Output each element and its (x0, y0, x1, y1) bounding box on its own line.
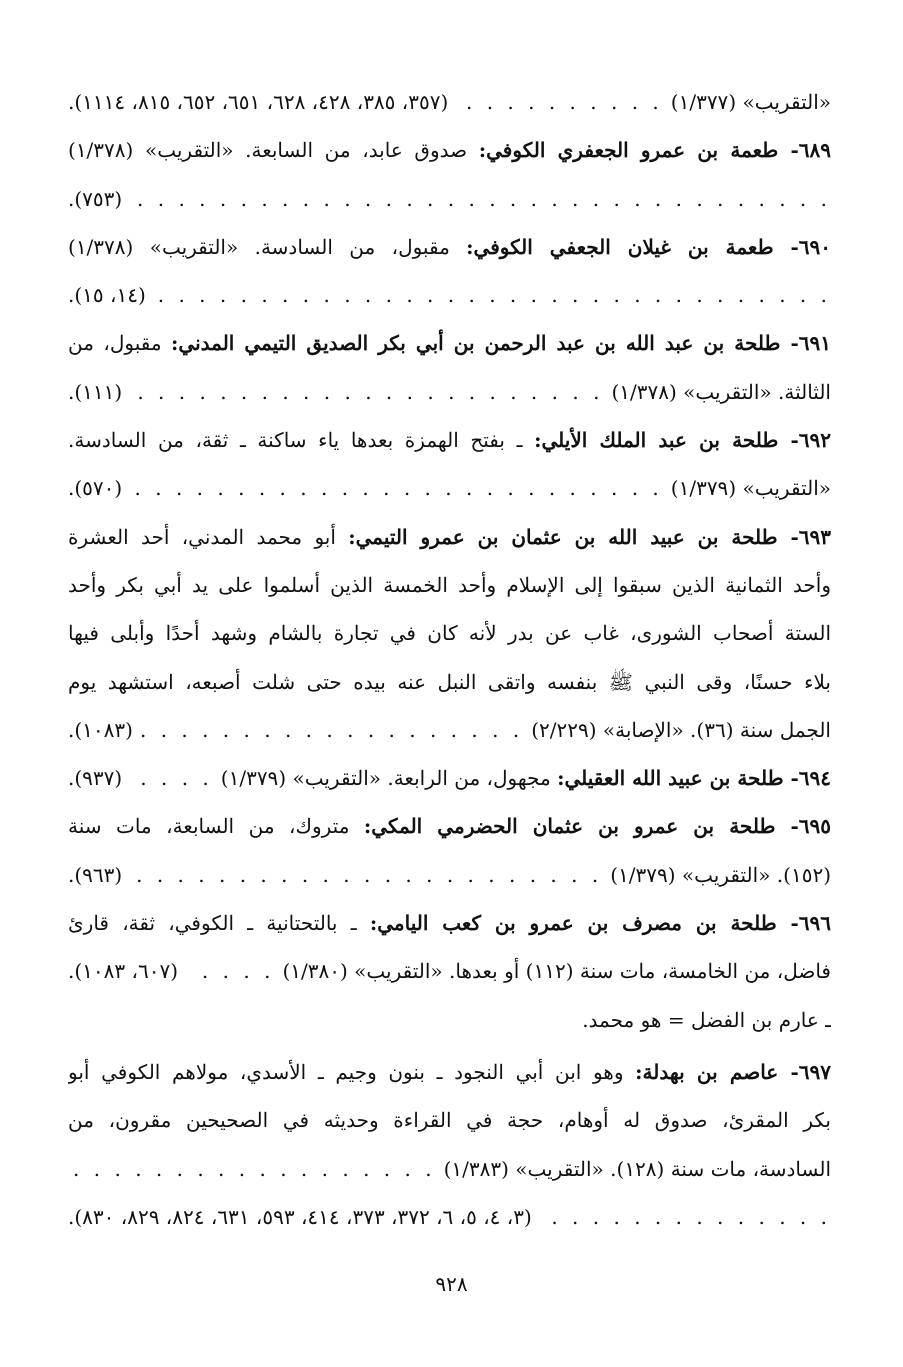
entry-692-refs: (٥٧٠). (68, 476, 123, 501)
entry-697-line-2: بكر المقرئ، صدوق له أوهام، حجة في القراءة وحديثه في الصحيحين مقرون، من (68, 1108, 831, 1133)
entry-693-line-1 (68, 513, 831, 561)
entry-692-text-2: «التقريب» (١/٣٧٩) (670, 476, 831, 501)
entry-694-text: مجهول، من الرابعة. «التقريب» (١/٣٧٩) (220, 766, 551, 791)
entry-692-text: ـ بفتح الهمزة بعدها ياء ساكنة ـ ثقة، من السادسة. (68, 428, 523, 453)
entry-697-text-3: السادسة، مات سنة (١٢٨). «التقريب» (١/٣٨٣) (443, 1156, 831, 1181)
entry-690-line-1 (68, 223, 831, 271)
entry-692-line-1 (68, 416, 831, 464)
entry-690-name: ٦٩٠- طعمة بن غيلان الجعفي الكوفي: (466, 234, 831, 259)
entry-693-line-5 (68, 706, 831, 754)
entry-693-refs: (١٠٨٣). (68, 717, 133, 742)
entry-692-line-2 (68, 464, 831, 512)
entry-693-line-3: الستة أصحاب الشورى، غاب عن بدر لأنه كان في تجارة بالشام وشهد أحدًا وأبلى فيها (68, 621, 831, 646)
entry-688-tail-line (68, 78, 831, 126)
entry-696-name: ٦٩٦- طلحة بن مصرف بن عمرو بن كعب اليامي: (369, 911, 831, 936)
entry-691-text-2: الثالثة. «التقريب» (١/٣٧٨) (611, 379, 831, 404)
entry-695-text-2: (١٥٢). «التقريب» (١/٣٧٩) (610, 862, 831, 887)
entry-697-name: ٦٩٧- عاصم بن بهدلة: (635, 1059, 831, 1084)
entry-689-line-1 (68, 126, 831, 174)
entry-689-refs: (٧٥٣). (68, 186, 123, 211)
entry-694-name: ٦٩٤- طلحة بن عبيد الله العقيلي: (557, 766, 831, 791)
leader-dots (186, 947, 274, 995)
entry-696-line-2 (68, 947, 831, 995)
entry-696-text: ـ بالتحتانية ـ الكوفي، ثقة، قارئ (68, 911, 357, 936)
entry-697-line-1 (68, 1048, 831, 1096)
entry-690-refs-line (68, 271, 831, 319)
entry-696-text-2: فاضل، من الخامسة، مات سنة (١١٢) أو بعدها. «التقريب» (١/٣٨٠) (282, 959, 831, 984)
entry-695-name: ٦٩٥- طلحة بن عمرو بن عثمان الحضرمي المكي: (363, 814, 831, 839)
leader-dots (130, 851, 602, 899)
leader-dots (540, 1193, 831, 1241)
entry-697-line-3 (68, 1145, 831, 1193)
page-body (68, 78, 831, 1241)
entry-697-refs: (٣، ٤، ٥، ٦، ٣٧٢، ٣٧٣، ٤١٤، ٥٩٣، ٦٣١، ٨٢٤، ٨٢٩، ٨٣٠). (68, 1204, 532, 1229)
entry-696-line-1 (68, 899, 831, 947)
entry-691-line-2 (68, 368, 831, 416)
leader-dots (130, 368, 603, 416)
entry-695-refs: (٩٦٣). (68, 862, 123, 887)
entry-690-refs: (١٤، ١٥). (68, 283, 146, 308)
entry-691-name: ٦٩١- طلحة بن عبد الله بن عبد الرحمن بن أبي بكر الصديق التيمي المدني: (171, 331, 831, 356)
entry-693-text: أبو محمد المدني، أحد العشرة (68, 524, 336, 549)
entry-695-line-1 (68, 802, 831, 850)
entry-693-name: ٦٩٣- طلحة بن عبيد الله بن عثمان بن عمرو التيمي: (348, 524, 831, 549)
entry-689-refs-line (68, 175, 831, 223)
entry-696-refs: (٦٠٧، ١٠٨٣). (68, 959, 178, 984)
entry-693-line-4: بلاء حسنًا، وقى النبي ﷺ بنفسه واتقى النبل عنه بيده حتى شلت أصبعه، استشهد يوم (68, 669, 831, 694)
entry-694-line-1 (68, 754, 831, 802)
entry-691-text: مقبول، من (68, 331, 162, 356)
entry-693-line-2: وأحد الثمانية الذين سبقوا إلى الإسلام وأحد الخمسة الذين أسلموا على يد أبي بكر وأحد (68, 572, 831, 597)
entry-693-text-5: الجمل سنة (٣٦). «الإصابة» (٢/٢٢٩) (531, 717, 831, 742)
leader-dots (130, 175, 831, 223)
entry-697-text: وهو ابن أبي النجود ـ بنون وجيم ـ الأسدي، مولاهم الكوفي أبو (68, 1059, 624, 1084)
entry-691-refs: (١١١). (68, 379, 123, 404)
leader-dots (130, 464, 663, 512)
entry-694-refs: (٩٣٧). (68, 766, 123, 791)
leader-dots (456, 78, 663, 126)
leader-dots (154, 271, 831, 319)
leader-dots (130, 754, 213, 802)
entry-697-refs-line (68, 1193, 831, 1241)
entry-689-text: صدوق عابد، من السابعة. «التقريب» (١/٣٧٨) (68, 138, 468, 163)
leader-dots (68, 1145, 436, 1193)
cross-reference-note: ـ عارم بن الفضل = هو محمد. (582, 1007, 831, 1032)
entry-688-refs: (٣٥٧، ٣٨٥، ٤٢٨، ٦٢٨، ٦٥١، ٦٥٢، ٨١٥، ١١١٤). (68, 90, 449, 114)
entry-688-source: «التقريب» (١/٣٧٧) (670, 90, 831, 114)
leader-dots (141, 706, 523, 754)
entry-689-name: ٦٨٩- طعمة بن عمرو الجعفري الكوفي: (478, 138, 831, 163)
entry-690-text: مقبول، من السادسة. «التقريب» (١/٣٧٨) (68, 234, 450, 259)
entry-695-line-2 (68, 851, 831, 899)
entry-692-name: ٦٩٢- طلحة بن عبد الملك الأيلي: (534, 428, 831, 453)
page-number: ٩٢٨ (435, 1272, 468, 1296)
entry-695-text: متروك، من السابعة، مات سنة (68, 814, 350, 839)
entry-691-line-1 (68, 319, 831, 367)
